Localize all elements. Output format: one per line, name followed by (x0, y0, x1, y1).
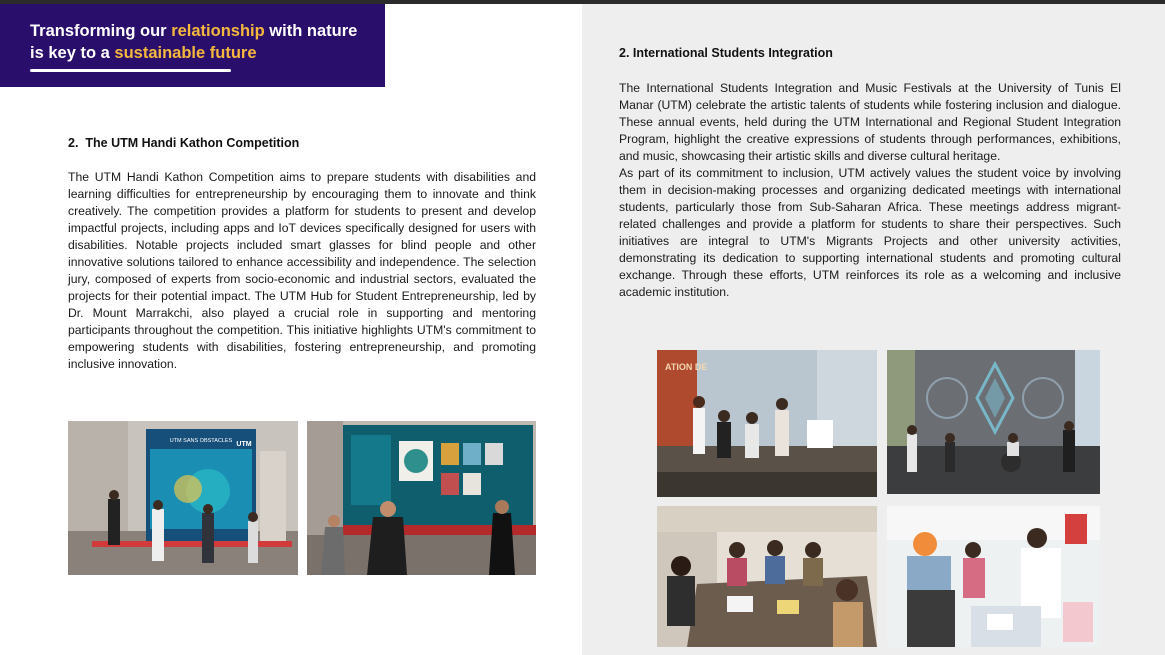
banner-line1-highlight: relationship (171, 22, 265, 40)
integration-paragraph-1: The International Students Integration and Music Festivals at the University of Tunis El Manar (UTM) celebrate the artistic talents of students while fostering inclusion and dialogue. These annual events, held during the UTM International and Regional Student Integration Program, highlight the creative expressions of students through performances, exhibitions, and music, showcasing their artistic skills and diverse cultural heritage. (619, 81, 1121, 163)
music-festival-stage-illustration (657, 350, 877, 497)
banner-underline (30, 69, 231, 72)
left-section-number: 2. (68, 136, 79, 150)
right-section-title: 2. International Students Integration (619, 46, 833, 60)
banner-line1-post: with nature (264, 22, 358, 40)
festival-banner-sign: ATION DE (665, 362, 708, 372)
handikathon-stage-photo (68, 421, 298, 575)
left-body-paragraph (68, 169, 536, 373)
banner-line2-pre: is key to a (30, 44, 115, 62)
integration-paragraph-2: As part of its commitment to inclusion, UTM actively values the student voice by involving them in decision-making processes and organizing dedicated meetings with international students, particularly those from Sub-Saharan Africa. These meetings address migrant-related challenges and provide a platform for students to share their perspectives. Such initiatives are integral to UTM's Migrants Projects and other university activities, demonstrating its dedication to supporting international students and promoting cultural exchange. Through these efforts, UTM reinforces its role as a welcoming and inclusive academic institution. (619, 166, 1121, 299)
banner-line1-pre: Transforming our (30, 22, 172, 40)
right-page (582, 4, 1165, 655)
festival-band-photo (887, 350, 1100, 494)
music-festival-stage-photo (657, 350, 877, 497)
banner-line2-highlight: sustainable future (114, 44, 257, 62)
stage-screen-logo: UTM (236, 441, 252, 448)
health-outreach-photo (887, 506, 1100, 647)
right-body-text (619, 80, 1121, 301)
handikathon-stage-illustration (68, 421, 298, 575)
left-section-title: The UTM Handi Kathon Competition (85, 136, 300, 150)
international-students-meeting-photo (657, 506, 877, 647)
health-outreach-illustration (887, 506, 1100, 647)
left-page (0, 4, 582, 655)
stage-screen-heading: UTM SANS OBSTACLES (169, 438, 233, 444)
handikathon-presenter-illustration (307, 421, 536, 575)
banner-heading (30, 20, 375, 64)
festival-band-illustration (887, 350, 1100, 494)
handikathon-paragraph: The UTM Handi Kathon Competition aims to prepare students with disabilities and learning difficulties for entrepreneurship by encouraging them to innovate and think creatively. The competition provides a platform for students to present and develop impactful projects, including apps and IoT devices specifically designed for users with disabilities. Notable projects included smart glasses for blind people and other innovative solutions tailored to enhance accessibility and independence. The selection jury, composed of experts from socio-economic and industrial sectors, evaluated the projects for their potential impact. The UTM Hub for Student Entrepreneurship, led by Dr. Mount Marrakchi, also played a crucial role in supporting and mentoring participants throughout the competition. This initiative highlights UTM's commitment to empowering students with disabilities, fostering entrepreneurship, and promoting inclusive innovation. (68, 170, 536, 371)
handikathon-presenter-photo (307, 421, 536, 575)
header-banner (0, 4, 385, 87)
left-section-heading (68, 136, 299, 150)
international-students-meeting-illustration (657, 506, 877, 647)
